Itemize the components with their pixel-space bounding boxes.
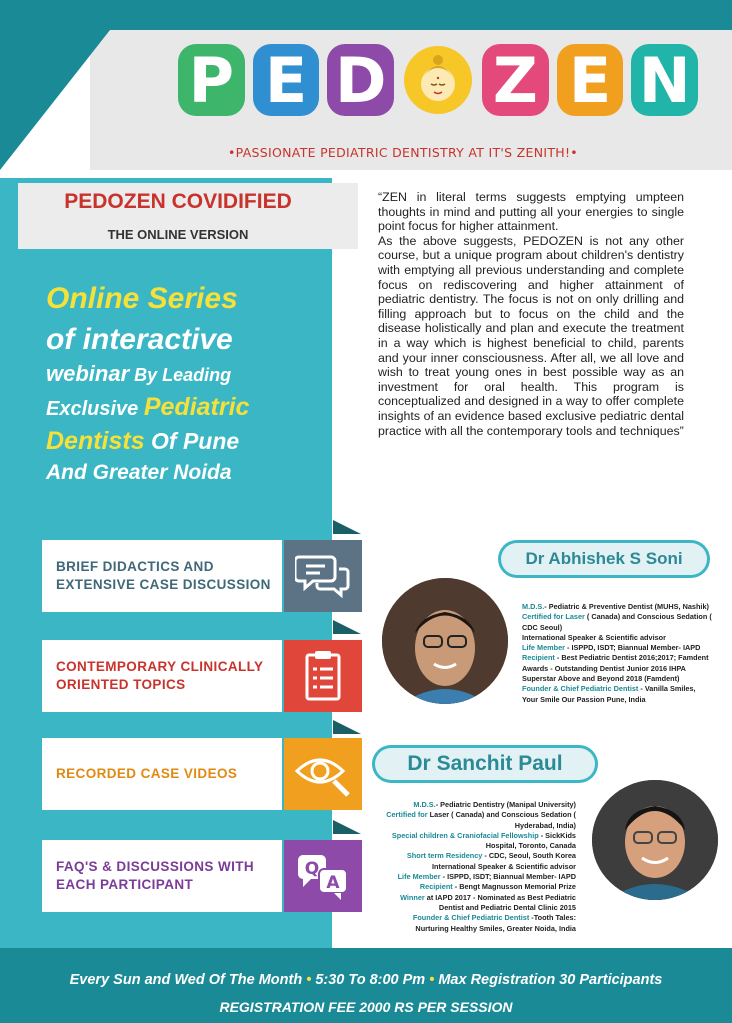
doctor-2-bio [380,800,576,934]
bio-line: Winner at IAPD 2017 - Nominated as Best Pediatric Dentist and Pediatric Dental Clinic 2015 [400,892,576,912]
buddha-logo-icon [402,44,474,116]
promo-line-1: Online Series [46,282,238,315]
feature-4-line-2: EACH PARTICIPANT [56,877,194,892]
footer-schedule [0,972,732,988]
eye-search-icon [284,738,362,810]
bio-line: Special children & Craniofacial Fellowship - SickKids Hospital, Toronto, Canada [391,830,576,851]
separator-dot: • [306,972,312,988]
checklist-icon [284,640,362,712]
schedule-days: Every Sun and Wed Of The Month [69,972,303,988]
tagline: •PASSIONATE PEDIATRIC DENTISTRY AT IT'S ZENITH!• [228,145,578,160]
logo-letter-d: D [327,44,394,116]
promo-text [46,282,326,484]
promo-line-3a: webinar [46,361,130,386]
feature-faq-discussions [42,840,282,912]
feature-1-line-1: BRIEF DIDACTICS AND [56,559,214,574]
doctor-2-photo [592,780,718,900]
bio-line: M.D.S.- Pediatric Dentistry (Manipal University) [413,800,576,809]
bio-line: Founder & Chief Pediatric Dentist - Vanilla Smiles, Your Smile Our Passion Pune, India [522,684,696,704]
registration-fee: REGISTRATION FEE 2000 RS PER SESSION [219,999,513,1015]
promo-line-3b: By Leading [129,365,232,385]
bio-line: Life Member - ISPPD, ISDT; Biannual Member- IAPD [522,643,701,653]
logo-letter-z: Z [482,44,549,116]
chat-bubbles-icon [284,540,362,612]
feature-case-discussion [42,540,282,612]
bio-line: Founder & Chief Pediatric Dentist -Tooth Tales: Nurturing Healthy Smiles, Greater Noida, India [412,913,576,933]
feature-1-line-2: EXTENSIVE CASE DISCUSSION [56,577,271,592]
bio-line: Recipient - Best Pediatric Dentist 2016;2017; Famdent Awards - Outstanding Dentist Junior 2016 IHPA [522,653,709,673]
logo-letter-n: N [631,44,698,116]
schedule-time: 5:30 To 8:00 Pm [315,972,426,988]
bio-line: Short term Residency - CDC, Seoul, South Korea [406,851,576,861]
feature-2-line-2: ORIENTED TOPICS [56,677,186,692]
schedule-capacity: Max Registration 30 Participants [438,972,663,988]
feature-clinical-topics [42,640,282,712]
feature-4-line-1: FAQ'S & DISCUSSIONS WITH [56,859,255,874]
course-title: PEDOZEN COVIDIFIED [64,190,292,213]
bio-line: Recipient - Bengt Magnusson Memorial Prize [419,882,576,892]
header-triangle [0,30,110,170]
promo-line-5b: Of Pune [144,427,240,454]
doctor-1-name: Dr Abhishek S Soni [498,540,710,578]
top-bar [0,0,732,30]
feature-tab-1 [333,520,361,534]
feature-tab-4 [333,820,361,834]
qa-bubbles-icon [284,840,362,912]
logo-letter-p: P [178,44,245,116]
promo-line-4a: Exclusive [46,398,144,421]
bio-line: International Speaker & Scientific advisor [432,861,576,871]
bio-line: International Speaker & Scientific advisor [522,632,666,642]
feature-tab-3 [333,720,361,734]
bio-line: Life Member - ISPPD, ISDT; Biannual Member- IAPD [397,872,576,882]
feature-case-videos [42,738,282,810]
bio-line: Superstar Above and Beyond 2018 (Famdent) [522,674,680,684]
course-subtitle: THE ONLINE VERSION [107,227,249,242]
feature-3-line-1: RECORDED CASE VIDEOS [56,766,238,781]
feature-2-line-1: CONTEMPORARY CLINICALLY [56,659,264,674]
bio-line: M.D.S.- Pediatric & Preventive Dentist (MUHS, Nashik) [522,602,709,611]
pedozen-logo [178,40,698,120]
separator-dot: • [429,972,435,988]
logo-letter-e: E [253,44,320,116]
svg-text:A: A [326,873,340,893]
program-description: “ZEN in literal terms suggests emptying umpteen thoughts in mind and putting all your energies to single point focus for higher attainment. As the above suggests, PEDOZEN is not any other course, but a unique program about children's dentistry with emptying all previous understanding and complete focus on rediscovering and higher attainment of pediatric dentistry. The focus is not on only drilling and filling approach but to focus on the child and the disease holistically and plan and execute the treatment in a way which is highest beneficial to child, parents and your inner consciousness. After all, we all love and wish to treat young ones in best possible way as an investment for oral health. This program is conceptualized and designed in a way to offer complete insights of an evidence based exclusive pediatric dental practice with all the contemporary tools and techniques” [378,190,684,438]
doctor-2-name: Dr Sanchit Paul [372,745,598,783]
doctor-1-photo [382,578,508,704]
promo-line-6: And Greater Noida [46,461,232,485]
feature-tab-2 [333,620,361,634]
promo-line-2: of interactive [46,323,233,356]
doctor-1-bio [522,602,712,705]
svg-text:Q: Q [304,859,320,879]
bio-line: Certified for Laser ( Canada) and Conscious Sedation ( CDC Seoul) [522,612,712,632]
promo-line-4b: Pediatric [143,393,250,422]
promo-line-5a: Dentists [46,426,145,455]
bio-line: Certified for Laser ( Canada) and Conscious Sedation ( Hyderabad, India) [386,810,576,830]
logo-letter-e2: E [557,44,624,116]
